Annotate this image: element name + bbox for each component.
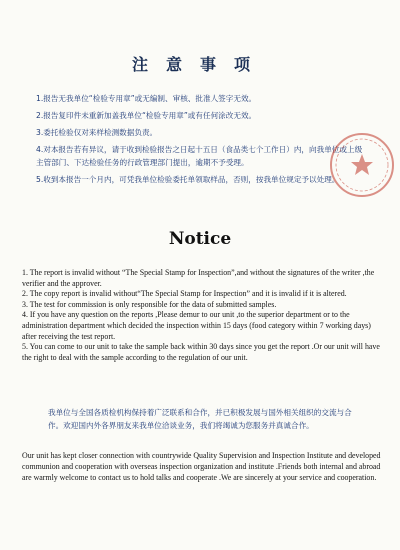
english-title: Notice [168,229,232,249]
chinese-title: 注意事项 [131,55,268,74]
english-note-5: 5. You can come to our unit to take the sample back within 30 days since you get the report .Or our unit will have the right to deal with the sample according to the regulation of our unit. [22,342,380,362]
chinese-notes-list [36,92,366,190]
english-note-2: 2. The copy report is invalid without“The Special Stamp for Inspection” and it is invalid if it is altered. [22,289,347,299]
english-note-4: 4. If you have any question on the reports ,Please demur to our unit ,to the superior department or to the administration department which decided the inspection within 15 days (food category within 7 working days) after receiving the test report. [22,310,371,341]
english-cooperation-paragraph: Our unit has kept closer connection with countrywide Quality Supervision and Inspection Institute and developed communion and cooperation with overseas inspection organization and institute .Friends both internal and abroad are warmly welcome to contact us to hold talks and cooperate .We are sincerely at your service and cooperation. [22,451,381,483]
english-note-1: 1. The report is invalid without “The Special Stamp for Inspection”,and without the signatures of the writer ,the verifier and the approver. [22,268,375,288]
english-note-3: 3. The test for commission is only responsible for the data of submitted samples. [22,299,277,309]
chinese-note-4: 4.对本报告若有异议，请于收到检验报告之日起十五日（食品类七个工作日）内，向我单位或上级主管部门、下达检验任务的行政管理部门提出，逾期不予受理。 [36,145,363,167]
chinese-note-5: 5.收到本报告一个月内，可凭我单位检验委托单领取样品，否则，按我单位规定予以处理。 [36,175,340,184]
chinese-note-2: 2.报告复印件未重新加盖我单位“检验专用章”或有任何涂改无效。 [36,111,257,120]
chinese-note-1: 1.报告无我单位“检验专用章”或无编制、审核、批准人签字无效。 [36,94,257,103]
english-notes-list [22,268,384,363]
chinese-note-3: 3.委托检验仅对来样检测数据负责。 [36,128,158,137]
chinese-cooperation-paragraph: 我单位与全国各质检机构保持着广泛联系和合作，并已积极发展与国外相关组织的交流与合作。欢迎国内外各界朋友来我单位洽谈业务，我们将竭诚为您服务并真诚合作。 [48,408,352,430]
red-seal-stamp-icon [327,130,397,200]
